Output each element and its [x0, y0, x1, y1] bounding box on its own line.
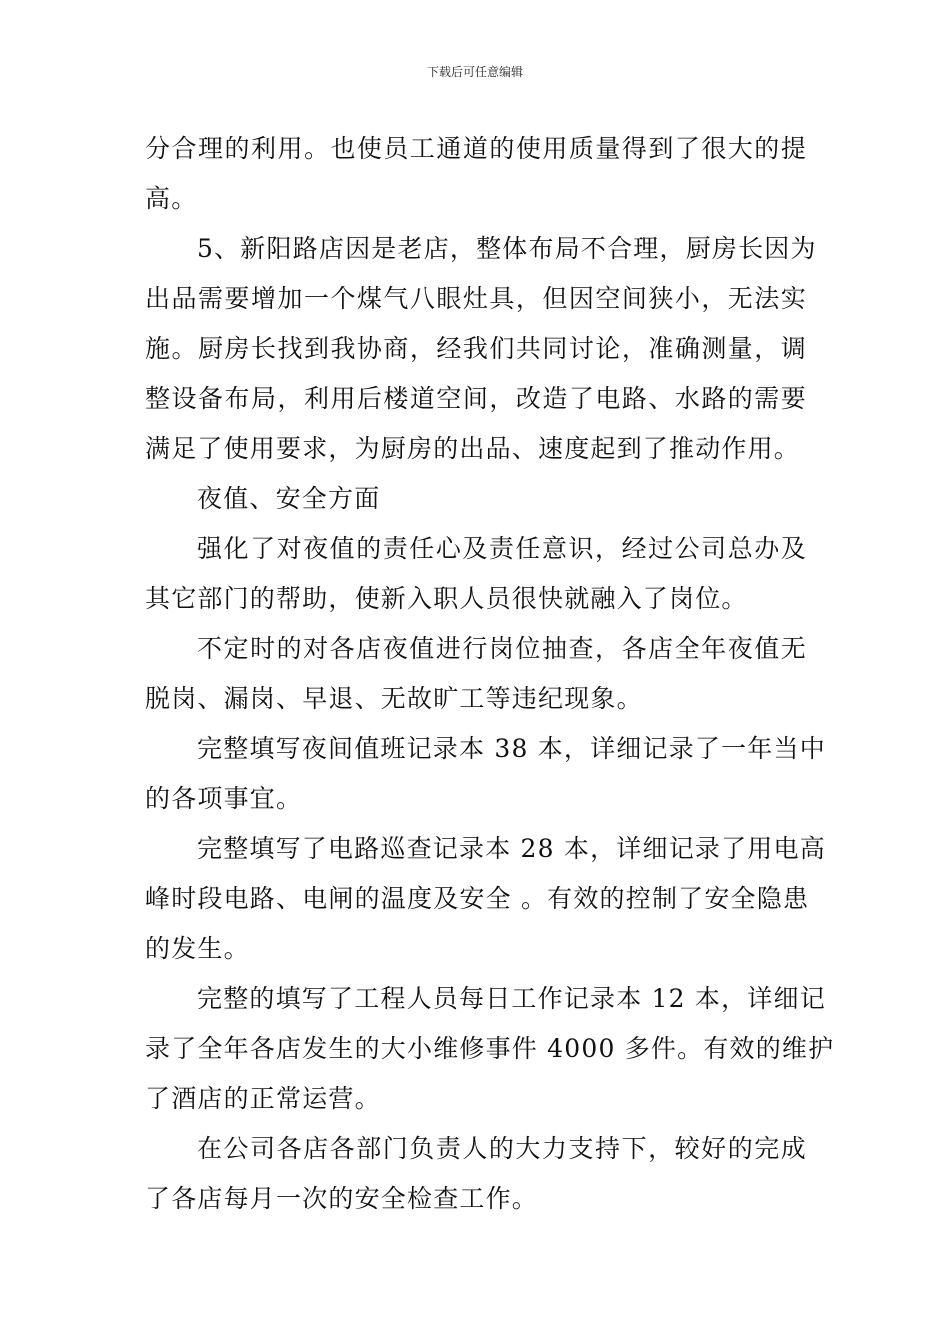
paragraph-line: 整设备布局，利用后楼道空间，改造了电路、水路的需要: [145, 384, 807, 413]
paragraph-line: 了各店每月一次的安全检查工作。: [145, 1184, 539, 1213]
paragraph-line: 高。: [145, 184, 198, 213]
paragraph-line: 施。厨房长找到我协商，经我们共同讨论，准确测量，调: [145, 334, 807, 363]
paragraph-line: 出品需要增加一个煤气八眼灶具，但因空间狭小，无法实: [145, 284, 807, 313]
paragraph-line: 的发生。: [145, 934, 250, 963]
paragraph-line: 峰时段电路、电闸的温度及安全 。有效的控制了安全隐患: [145, 884, 810, 913]
paragraph-line: 强化了对夜值的责任心及责任意识，经过公司总办及: [197, 534, 807, 563]
paragraph-line: 在公司各店各部门负责人的大力支持下，较好的完成: [197, 1134, 807, 1163]
paragraph-line: 完整填写了电路巡查记录本 28 本，详细记录了用电高: [197, 834, 826, 863]
paragraph-line: 分合理的利用。也使员工通道的使用质量得到了很大的提: [145, 134, 807, 163]
paragraph-line: 脱岗、漏岗、早退、无故旷工等违纪现象。: [145, 684, 643, 713]
document-body: [145, 124, 835, 1224]
paragraph-line: 的各项事宜。: [145, 784, 303, 813]
paragraph-line: 完整填写夜间值班记录本 38 本，详细记录了一年当中: [197, 734, 826, 763]
paragraph-line: 了酒店的正常运营。: [145, 1084, 381, 1113]
paragraph-line: 其它部门的帮助，使新入职人员很快就融入了岗位。: [145, 584, 748, 613]
page-header: 下载后可任意编辑: [426, 65, 523, 79]
paragraph-line: 不定时的对各店夜值进行岗位抽查，各店全年夜值无: [197, 634, 807, 663]
section-heading: 夜值、安全方面: [197, 484, 381, 513]
paragraph-line: 完整的填写了工程人员每日工作记录本 12 本，详细记: [197, 984, 826, 1013]
paragraph-line: 5、新阳路店因是老店，整体布局不合理，厨房长因为: [197, 234, 817, 263]
paragraph-line: 录了全年各店发生的大小维修事件 4000 多件。有效的维护: [145, 1034, 835, 1063]
paragraph-line: 满足了使用要求，为厨房的出品、速度起到了推动作用。: [145, 434, 801, 463]
